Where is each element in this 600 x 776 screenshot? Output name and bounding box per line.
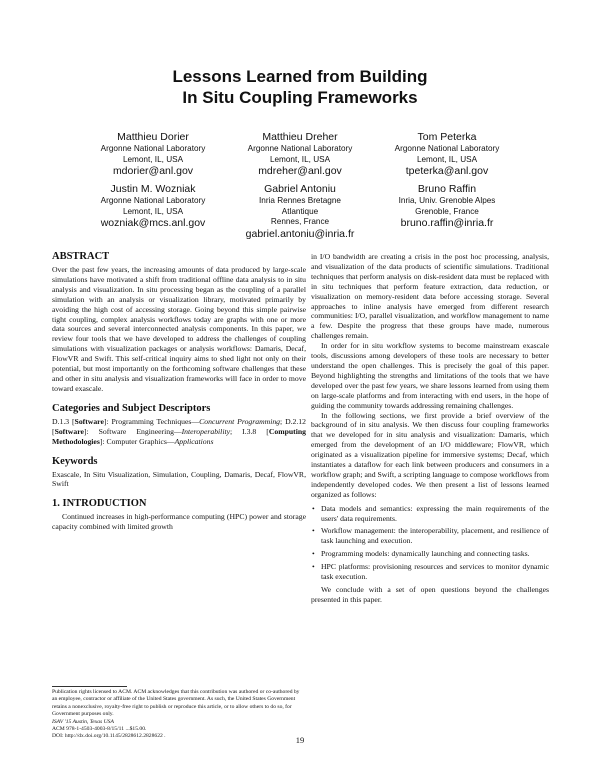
author-affiliation: Argonne National Laboratory [247,144,353,153]
author-name: Gabriel Antoniu [264,183,336,195]
cat-text: D.1.3 [ [52,416,75,426]
cat-text: ; I.3.8 [ [230,426,269,436]
author-location: Grenoble, France [415,206,479,216]
author-location: Lemont, IL, USA [269,154,331,164]
author-location: Lemont, IL, USA [122,154,184,164]
lessons-list [311,504,549,582]
left-column [52,250,306,532]
footnote-rule [52,686,127,687]
title-line-2: In Situ Coupling Frameworks [182,88,418,107]
cat-italic: Interoperability [181,426,231,436]
author-affiliation: Inria, Univ. Grenoble Alpes [398,196,496,205]
cat-text: ]: Computer Graphics— [99,436,175,446]
categories-text [52,417,306,447]
author-email: mdreher@anl.gov [258,165,342,177]
abstract-heading: ABSTRACT [52,251,110,262]
cat-text: ; D.2.12 [ [52,416,306,436]
author-location: Rennes, France [270,217,330,226]
footnote-isbn: ACM 978-1-4503-4003-8/15/11 ...$15.00. [52,726,147,733]
footnote-doi: DOI: http://dx.doi.org/10.1145/2828612.2828622 . [52,733,166,740]
list-item: • HPC platforms: provisioning resources and services to monitor dynamic task execution. [311,562,549,582]
author-email: mdorier@anl.gov [112,165,194,177]
footnote-venue: ISAV '15 Austin, Texas USA [52,718,114,725]
author-affiliation: Argonne National Laboratory [100,196,206,205]
abstract-text: Over the past few years, the increasing amounts of data produced by large-scale simulations have motivated a shift from traditional offline data analysis to in situ analysis and visualization. In situ processing began as the coupling of a parallel simulation with an analysis or visualization library, motivated primarily by avoiding the high cost of accessing storage. Going beyond this simple pairwise tight coupling, complex analysis workflows today are graphs with one or more data sources and several interconnected analysis components. In this paper, we review four tools that we have developed to address the challenges of coupling simulations with visualization packages or analysis workflows: Damaris, Decaf, FlowVR and Swift. This self-critical inquiry aims to shed light not only on their potential, but most importantly on the forthcoming software challenges that these and other in situ analysis and visualization frameworks will face in order to move toward exascale. [52,265,306,393]
cat-bold: Computing Methodologies [52,426,306,446]
introduction-text-continued: in I/O bandwidth are creating a crisis in the post hoc processing, analysis, and visualization of the data products of scientific simulations. Traditional techniques that perform analysis on disk-resident data must be replaced with in situ techniques that perform feature extraction, data reduction, or visualization on memory-resident data before accessing storage. Several approaches to inline analysis have emerged from different research communities: I/O, parallel visualization, and workflow management to name a few. Despite the progress that these groups have made, numerous challenges remain. [311,252,549,341]
cat-text: ]: Programming Techniques— [103,416,200,426]
author-location: Atlantique [281,206,319,216]
author-email: bruno.raffin@inria.fr [400,217,494,229]
introduction-text-start: Continued increases in high-performance computing (HPC) power and storage capacity combined with limited growth [52,512,306,532]
copyright-footnote [52,689,306,741]
author-email: tpeterka@anl.gov [405,165,489,177]
author-email: gabriel.antoniu@inria.fr [245,227,355,240]
list-item: • Programming models: dynamically launching and connecting tasks. [311,549,549,559]
author-name: Tom Peterka [417,131,477,143]
cat-italic: Applications [174,436,214,446]
introduction-paragraph: In the following sections, we first provide a brief overview of the background of in situ analysis. We then discuss four coupling frameworks that we developed for in situ analysis and visualization: Damaris, which emerged from the development of an I/O middleware; FlowVR, which originated as a visualization pipeline for immersive systems; Decaf, which instantiates a dataflow for each link between producers and consumers in a workflow graph; and Swift, a scripting language to compose workflows from independently developed codes. We then present a list of lessons learned organized as follows: [311,410,549,499]
author-email: wozniak@mcs.anl.gov [100,217,206,229]
paper-title [0,66,600,108]
categories-heading: Categories and Subject Descriptors [52,402,211,414]
author-affiliation: Inria Rennes Bretagne [259,196,341,205]
cat-bold: Software [54,426,84,436]
author-block [352,131,542,177]
author-name: Matthieu Dorier [117,131,189,143]
author-location: Lemont, IL, USA [122,206,184,216]
title-line-1: Lessons Learned from Building [172,67,428,86]
footnote-rights: Publication rights licensed to ACM. ACM acknowledges that this contribution was authored or co-authored by an employee, contractor or affiliate of the United States government. As such, the United States Government retains a nonexclusive, royalty-free right to publish or reproduce this article, or to allow others to do so, for Government purposes only. [52,689,300,718]
cat-bold: Software [74,416,104,426]
author-affiliation: Argonne National Laboratory [394,144,500,153]
introduction-paragraph: In order for in situ workflow systems to become mainstream exascale tools, discussions among developers of these tools are necessary to better understand the open challenges. This is precisely the goal of this paper. Beyond highlighting the strengths and limitations of the tools that we have developed over the past few years, we share lessons learned from using them on large-scale platforms and from interacting with end users, in the hope of guiding the community towards addressing remaining challenges. [311,341,549,410]
author-affiliation: Argonne National Laboratory [100,144,206,153]
right-column [311,252,549,605]
author-block [352,183,542,229]
list-item: • Data models and semantics: expressing the main requirements of the users' data requirements. [311,504,549,524]
author-name: Justin M. Wozniak [110,183,196,195]
cat-italic: Concurrent Programming [199,416,281,426]
list-item: • Workflow management: the interoperability, placement, and resilience of task launching and execution. [311,526,549,546]
author-location: Lemont, IL, USA [416,154,478,164]
cat-text: ]: Software Engineering— [83,426,182,436]
introduction-conclusion: We conclude with a set of open questions beyond the challenges presented in this paper. [311,585,549,604]
page-number: 19 [295,735,305,745]
author-name: Matthieu Dreher [262,131,338,143]
author-name: Bruno Raffin [417,183,477,195]
keywords-heading: Keywords [52,455,98,467]
introduction-heading: 1. INTRODUCTION [52,498,147,510]
keywords-text: Exascale, In Situ Visualization, Simulation, Coupling, Damaris, Decaf, FlowVR, Swift [52,469,306,489]
